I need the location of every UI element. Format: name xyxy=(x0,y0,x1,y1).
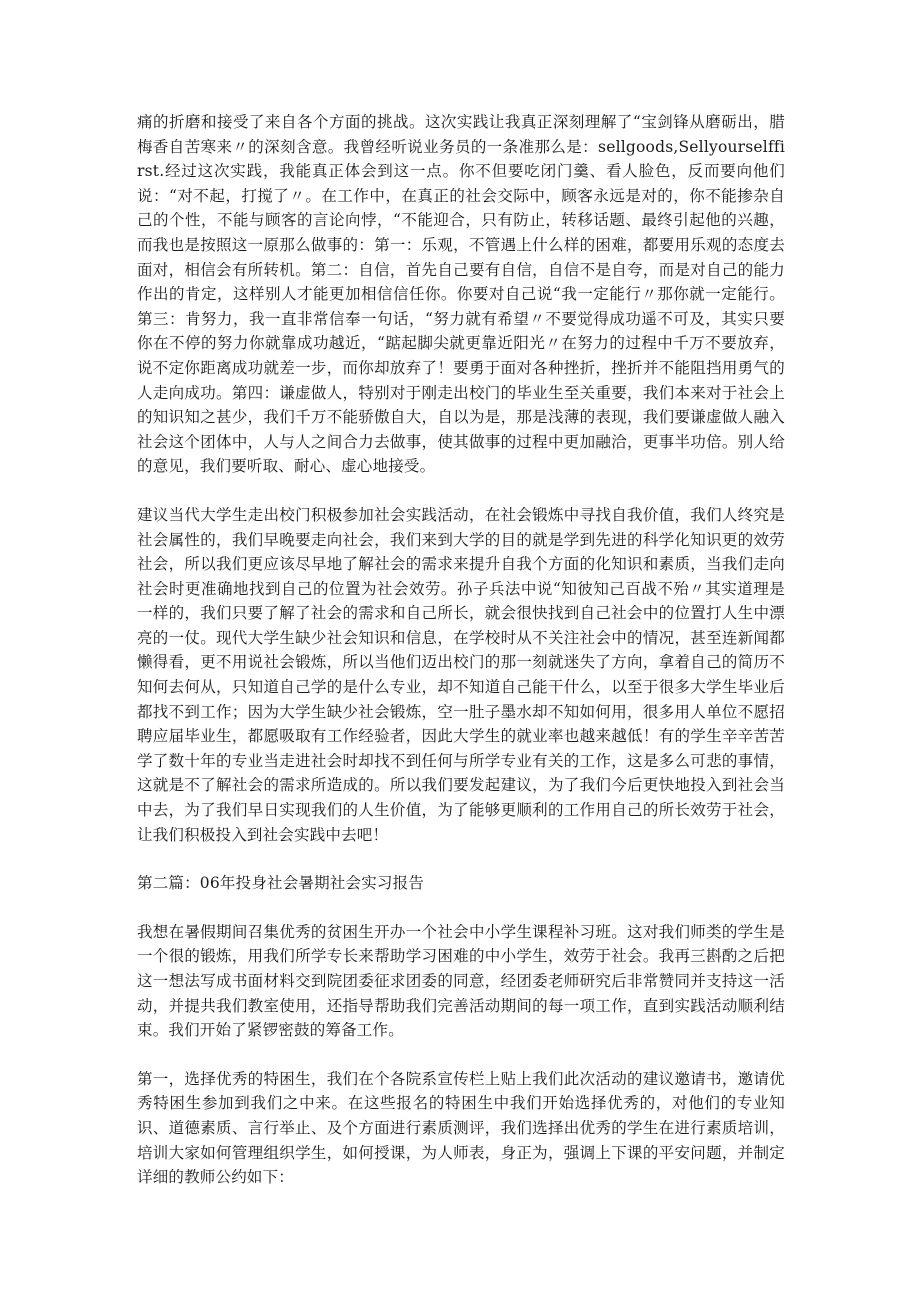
section-paragraph-1: 我想在暑假期间召集优秀的贫困生开办一个社会中小学生课程补习班。这对我们师类的学生是一个很的锻炼，用我们所学专长来帮助学习困难的中小学生，效劳于社会。我再三斟酌之后把这一想法写成书面材料交到院团委征求团委的同意，经团委老师研究后非常赞同并支持这一活动，并提共我们教室使用，还指导帮助我们完善活动期间的每一项工作，直到实践活动顺利结束。我们开始了紧锣密鼓的筹备工作。 xyxy=(137,922,785,1040)
section-paragraph-2: 第一，选择优秀的特困生，我们在个各院系宣传栏上贴上我们此次活动的建议邀请书，邀请优秀特困生参加到我们之中来。在这些报名的特困生中我们开始选择优秀的，对他们的专业知识、道德素质、言行举止、及个方面进行素质测评，我们选择出优秀的学生在进行素质培训，培训大家如何管理组织学生，如何授课，为人师表，身正为，强调上下课的平安问题，并制定详细的教师公约如下： xyxy=(137,1069,785,1187)
section-heading: 第二篇：06年投身社会暑期社会实习报告 xyxy=(137,874,425,893)
body-paragraph-1: 痛的折磨和接受了来自各个方面的挑战。这次实践让我真正深刻理解了“宝剑锋从磨砺出，腊梅香自苦寒来〃的深刻含意。我曾经听说业务员的一条准那么是：sellgoods,Sellyourselffirst.经过这次实践，我能真正体会到这一点。你不但要吃闭门羹、看人脸色，反而要向他们说：“对不起，打搅了〃。在工作中，在真正的社会交际中，顾客永远是对的，你不能掺杂自己的个性，不能与顾客的言论向悖，“不能迎合，只有防止，转移话题、最终引起他的兴趣，而我也是按照这一原那么做事的：第一：乐观，不管遇上什么样的困难，都要用乐观的态度去面对，相信会有所转机。第二：自信，首先自己要有自信，自信不是自夸，而是对自己的能力作出的肯定，这样别人才能更加相信信任你。你要对自己说“我一定能行〃那你就一定能行。第三：肯努力，我一直非常信奉一句话，“努力就有希望〃不要觉得成功遥不可及，其实只要你在不停的努力你就靠成功越近，“踮起脚尖就更靠近阳光〃在努力的过程中千万不要放弃，说不定你距离成功就差一步，而你却放弃了！要勇于面对各种挫折，挫折并不能阻挡用勇气的人走向成功。第四：谦虚做人，特别对于刚走出校门的毕业生至关重要，我们本来对于社会上的知识知之甚少，我们千万不能骄傲自大，自以为是，那是浅薄的表现，我们要谦虚做人融入社会这个团体中，人与人之间合力去做事，使其做事的过程中更加融洽，更事半功倍。别人给的意见，我们要听取、耐心、虚心地接受。 xyxy=(137,113,785,476)
body-paragraph-2: 建议当代大学生走出校门积极参加社会实践活动，在社会锻炼中寻找自我价值，我们人终究是社会属性的，我们早晚要走向社会，我们来到大学的目的就是学到先进的科学化知识更的效劳社会，所以我们更应该尽早地了解社会的需求来提升自我个方面的化知识和素质，当我们走向社会时更准确地找到自己的位置为社会效劳。孙子兵法中说“知彼知己百战不殆〃其实道理是一样的，我们只要了解了社会的需求和自己所长，就会很快找到自己社会中的位置打人生中漂亮的一仗。现代大学生缺少社会知识和信息，在学校时从不关注社会中的情况，甚至连新闻都懒得看，更不用说社会锻炼，所以当他们迈出校门的那一刻就迷失了方向，拿着自己的简历不知何去何从，只知道自己学的是什么专业，却不知道自己能干什么，以至于很多大学生毕业后都找不到工作；因为大学生缺少社会锻炼，空一肚子墨水却不知如何用，很多用人单位不愿招聘应届毕业生，都愿吸取有工作经验者，因此大学生的就业率也越来越低！有的学生辛辛苦苦学了数十年的专业当走进社会时却找不到任何与所学专业有关的工作，这是多么可悲的事情，这就是不了解社会的需求所造成的。所以我们要发起建议，为了我们今后更快地投入到社会当中去，为了我们早日实现我们的人生价值，为了能够更顺利的工作用自己的所长效劳于社会，让我们积极投入到社会实践中去吧！ xyxy=(137,505,785,844)
document-page xyxy=(137,110,785,1214)
